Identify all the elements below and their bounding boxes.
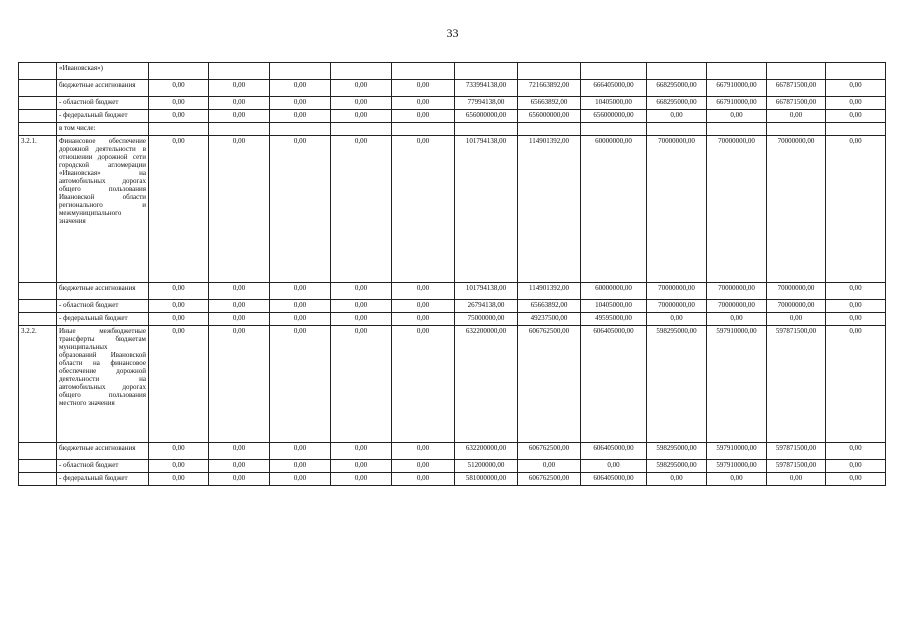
table-row bbox=[19, 123, 886, 136]
row-code-cell bbox=[19, 80, 57, 97]
value-cell: 70000000,00 bbox=[647, 136, 707, 283]
value-cell: 70000000,00 bbox=[707, 283, 767, 300]
table-body bbox=[19, 63, 886, 486]
value-cell: 606405000,00 bbox=[581, 443, 647, 460]
value-cell: 606405000,00 bbox=[581, 326, 647, 443]
row-code-cell: 3.2.1. bbox=[19, 136, 57, 283]
value-cell bbox=[209, 123, 270, 136]
value-cell: 70000000,00 bbox=[767, 283, 826, 300]
table-row bbox=[19, 136, 886, 283]
value-cell: 0,00 bbox=[209, 97, 270, 110]
value-cell: 597910000,00 bbox=[707, 326, 767, 443]
value-cell: 51200000,00 bbox=[455, 460, 518, 473]
value-cell: 0,00 bbox=[209, 136, 270, 283]
value-cell: 667871500,00 bbox=[767, 97, 826, 110]
value-cell: 70000000,00 bbox=[707, 136, 767, 283]
row-code-cell bbox=[19, 460, 57, 473]
row-name-cell: в том числе: bbox=[57, 123, 149, 136]
value-cell: 0,00 bbox=[826, 300, 886, 313]
value-cell: 598295000,00 bbox=[647, 443, 707, 460]
value-cell: 0,00 bbox=[826, 473, 886, 486]
row-code-cell bbox=[19, 63, 57, 80]
value-cell: 0,00 bbox=[392, 473, 455, 486]
table-row bbox=[19, 460, 886, 473]
row-code-cell bbox=[19, 97, 57, 110]
value-cell: 0,00 bbox=[392, 97, 455, 110]
value-cell: 597871500,00 bbox=[767, 443, 826, 460]
table-row bbox=[19, 473, 886, 486]
value-cell: 0,00 bbox=[209, 313, 270, 326]
value-cell: 0,00 bbox=[826, 80, 886, 97]
value-cell: 0,00 bbox=[209, 326, 270, 443]
value-cell: 0,00 bbox=[392, 110, 455, 123]
value-cell: 0,00 bbox=[331, 326, 392, 443]
value-cell: 0,00 bbox=[149, 136, 209, 283]
table-row bbox=[19, 300, 886, 313]
value-cell: 0,00 bbox=[392, 300, 455, 313]
row-code-cell bbox=[19, 473, 57, 486]
value-cell: 0,00 bbox=[331, 460, 392, 473]
value-cell: 0,00 bbox=[270, 473, 331, 486]
value-cell: 65663892,00 bbox=[518, 97, 581, 110]
value-cell bbox=[647, 63, 707, 80]
value-cell: 0,00 bbox=[767, 110, 826, 123]
value-cell: 101794138,00 bbox=[455, 283, 518, 300]
table-row bbox=[19, 80, 886, 97]
value-cell: 606762500,00 bbox=[518, 326, 581, 443]
row-name-cell: бюджетные ассигнования bbox=[57, 80, 149, 97]
value-cell: 0,00 bbox=[331, 300, 392, 313]
value-cell bbox=[331, 63, 392, 80]
value-cell: 0,00 bbox=[149, 110, 209, 123]
value-cell: 0,00 bbox=[270, 326, 331, 443]
value-cell bbox=[149, 63, 209, 80]
value-cell: 65663892,00 bbox=[518, 300, 581, 313]
value-cell: 0,00 bbox=[331, 313, 392, 326]
row-code-cell bbox=[19, 283, 57, 300]
value-cell: 114901392,00 bbox=[518, 283, 581, 300]
value-cell: 0,00 bbox=[149, 300, 209, 313]
value-cell: 0,00 bbox=[767, 473, 826, 486]
table-row bbox=[19, 63, 886, 80]
value-cell: 0,00 bbox=[270, 443, 331, 460]
value-cell bbox=[707, 63, 767, 80]
value-cell: 0,00 bbox=[826, 443, 886, 460]
value-cell bbox=[707, 123, 767, 136]
value-cell: 0,00 bbox=[826, 460, 886, 473]
value-cell bbox=[647, 123, 707, 136]
page-number: 33 bbox=[446, 26, 459, 40]
value-cell: 597871500,00 bbox=[767, 460, 826, 473]
value-cell: 0,00 bbox=[826, 97, 886, 110]
value-cell: 10405000,00 bbox=[581, 97, 647, 110]
row-code-cell bbox=[19, 123, 57, 136]
value-cell: 0,00 bbox=[270, 283, 331, 300]
value-cell: 0,00 bbox=[209, 473, 270, 486]
value-cell: 75000000,00 bbox=[455, 313, 518, 326]
value-cell bbox=[392, 123, 455, 136]
value-cell: 0,00 bbox=[149, 443, 209, 460]
table-row bbox=[19, 97, 886, 110]
value-cell: 0,00 bbox=[209, 443, 270, 460]
value-cell: 0,00 bbox=[270, 136, 331, 283]
value-cell: 581000000,00 bbox=[455, 473, 518, 486]
value-cell: 0,00 bbox=[707, 110, 767, 123]
value-cell: 656000000,00 bbox=[581, 110, 647, 123]
row-name-cell: - областной бюджет bbox=[57, 97, 149, 110]
value-cell: 49595000,00 bbox=[581, 313, 647, 326]
value-cell: 606762500,00 bbox=[518, 443, 581, 460]
row-code-cell: 3.2.2. bbox=[19, 326, 57, 443]
value-cell: 598295000,00 bbox=[647, 460, 707, 473]
value-cell: 0,00 bbox=[707, 313, 767, 326]
value-cell: 60000000,00 bbox=[581, 283, 647, 300]
budget-table bbox=[18, 62, 886, 486]
row-name-cell: «Ивановская») bbox=[57, 63, 149, 80]
value-cell: 667871500,00 bbox=[767, 80, 826, 97]
value-cell: 0,00 bbox=[392, 283, 455, 300]
value-cell: 0,00 bbox=[209, 460, 270, 473]
value-cell bbox=[518, 123, 581, 136]
row-code-cell bbox=[19, 443, 57, 460]
value-cell bbox=[270, 63, 331, 80]
value-cell: 0,00 bbox=[149, 97, 209, 110]
row-name-cell: бюджетные ассигнования bbox=[57, 443, 149, 460]
value-cell: 0,00 bbox=[392, 443, 455, 460]
row-code-cell bbox=[19, 300, 57, 313]
value-cell: 721663892,00 bbox=[518, 80, 581, 97]
value-cell: 77994138,00 bbox=[455, 97, 518, 110]
table-row bbox=[19, 326, 886, 443]
value-cell: 0,00 bbox=[331, 136, 392, 283]
value-cell: 0,00 bbox=[270, 460, 331, 473]
value-cell: 656000000,00 bbox=[455, 110, 518, 123]
value-cell bbox=[331, 123, 392, 136]
value-cell bbox=[826, 63, 886, 80]
value-cell bbox=[518, 63, 581, 80]
value-cell bbox=[767, 123, 826, 136]
row-name-cell: - областной бюджет bbox=[57, 460, 149, 473]
row-name-cell: Иные межбюджетные трансферты бюджетам муниципальных образований Ивановской области на финансовое обеспечение дорожной деятельности на автомобильных дорогах общего пользования местного значения bbox=[57, 326, 149, 443]
value-cell: 0,00 bbox=[149, 313, 209, 326]
value-cell bbox=[455, 123, 518, 136]
value-cell: 0,00 bbox=[270, 313, 331, 326]
row-name-cell: - федеральный бюджет bbox=[57, 313, 149, 326]
value-cell: 0,00 bbox=[331, 443, 392, 460]
value-cell: 0,00 bbox=[392, 326, 455, 443]
value-cell: 0,00 bbox=[270, 80, 331, 97]
value-cell: 0,00 bbox=[392, 136, 455, 283]
value-cell bbox=[455, 63, 518, 80]
value-cell: 632200000,00 bbox=[455, 443, 518, 460]
value-cell: 0,00 bbox=[647, 313, 707, 326]
row-name-cell: бюджетные ассигнования bbox=[57, 283, 149, 300]
value-cell bbox=[826, 123, 886, 136]
value-cell bbox=[581, 123, 647, 136]
value-cell: 0,00 bbox=[149, 326, 209, 443]
value-cell bbox=[767, 63, 826, 80]
value-cell bbox=[581, 63, 647, 80]
value-cell: 0,00 bbox=[149, 460, 209, 473]
value-cell: 0,00 bbox=[826, 283, 886, 300]
value-cell: 26794138,00 bbox=[455, 300, 518, 313]
value-cell: 632200000,00 bbox=[455, 326, 518, 443]
value-cell: 0,00 bbox=[518, 460, 581, 473]
value-cell: 0,00 bbox=[209, 80, 270, 97]
value-cell: 0,00 bbox=[826, 313, 886, 326]
value-cell: 0,00 bbox=[392, 80, 455, 97]
value-cell: 606762500,00 bbox=[518, 473, 581, 486]
row-name-cell: - федеральный бюджет bbox=[57, 473, 149, 486]
value-cell: 733994138,00 bbox=[455, 80, 518, 97]
value-cell: 70000000,00 bbox=[647, 283, 707, 300]
value-cell bbox=[392, 63, 455, 80]
row-code-cell bbox=[19, 110, 57, 123]
value-cell: 114901392,00 bbox=[518, 136, 581, 283]
value-cell: 0,00 bbox=[826, 136, 886, 283]
value-cell bbox=[209, 63, 270, 80]
value-cell: 49237500,00 bbox=[518, 313, 581, 326]
value-cell: 667910000,00 bbox=[707, 97, 767, 110]
value-cell: 70000000,00 bbox=[767, 136, 826, 283]
value-cell: 10405000,00 bbox=[581, 300, 647, 313]
value-cell bbox=[149, 123, 209, 136]
value-cell: 60000000,00 bbox=[581, 136, 647, 283]
table-row bbox=[19, 443, 886, 460]
row-name-cell: - областной бюджет bbox=[57, 300, 149, 313]
value-cell: 0,00 bbox=[647, 110, 707, 123]
value-cell: 0,00 bbox=[581, 460, 647, 473]
table-row bbox=[19, 283, 886, 300]
value-cell: 0,00 bbox=[149, 283, 209, 300]
value-cell: 0,00 bbox=[209, 300, 270, 313]
value-cell: 606405000,00 bbox=[581, 473, 647, 486]
row-name-cell: Финансовое обеспечение дорожной деятельности в отношении дорожной сети городской агломерации «Ивановская» на автомобильных дорогах общего пользования Ивановской области регионального и межмуниципального значения bbox=[57, 136, 149, 283]
table-row bbox=[19, 313, 886, 326]
value-cell: 0,00 bbox=[331, 110, 392, 123]
value-cell: 0,00 bbox=[392, 313, 455, 326]
value-cell: 0,00 bbox=[331, 80, 392, 97]
value-cell: 70000000,00 bbox=[767, 300, 826, 313]
value-cell: 0,00 bbox=[331, 473, 392, 486]
value-cell: 668295000,00 bbox=[647, 80, 707, 97]
value-cell: 0,00 bbox=[270, 110, 331, 123]
value-cell: 0,00 bbox=[647, 473, 707, 486]
value-cell: 0,00 bbox=[331, 97, 392, 110]
value-cell: 0,00 bbox=[270, 97, 331, 110]
row-code-cell bbox=[19, 313, 57, 326]
value-cell: 0,00 bbox=[270, 300, 331, 313]
value-cell: 0,00 bbox=[767, 313, 826, 326]
value-cell: 0,00 bbox=[149, 80, 209, 97]
value-cell: 0,00 bbox=[149, 473, 209, 486]
value-cell: 0,00 bbox=[209, 283, 270, 300]
value-cell: 0,00 bbox=[392, 460, 455, 473]
value-cell: 0,00 bbox=[331, 283, 392, 300]
value-cell: 70000000,00 bbox=[707, 300, 767, 313]
value-cell: 598295000,00 bbox=[647, 326, 707, 443]
value-cell: 667910000,00 bbox=[707, 80, 767, 97]
table-row bbox=[19, 110, 886, 123]
value-cell: 597910000,00 bbox=[707, 443, 767, 460]
value-cell: 668295000,00 bbox=[647, 97, 707, 110]
value-cell: 0,00 bbox=[707, 473, 767, 486]
value-cell bbox=[270, 123, 331, 136]
value-cell: 0,00 bbox=[826, 110, 886, 123]
value-cell: 101794138,00 bbox=[455, 136, 518, 283]
value-cell: 0,00 bbox=[209, 110, 270, 123]
value-cell: 0,00 bbox=[826, 326, 886, 443]
value-cell: 597871500,00 bbox=[767, 326, 826, 443]
row-name-cell: - федеральный бюджет bbox=[57, 110, 149, 123]
value-cell: 666405000,00 bbox=[581, 80, 647, 97]
value-cell: 597910000,00 bbox=[707, 460, 767, 473]
value-cell: 656000000,00 bbox=[518, 110, 581, 123]
value-cell: 70000000,00 bbox=[647, 300, 707, 313]
